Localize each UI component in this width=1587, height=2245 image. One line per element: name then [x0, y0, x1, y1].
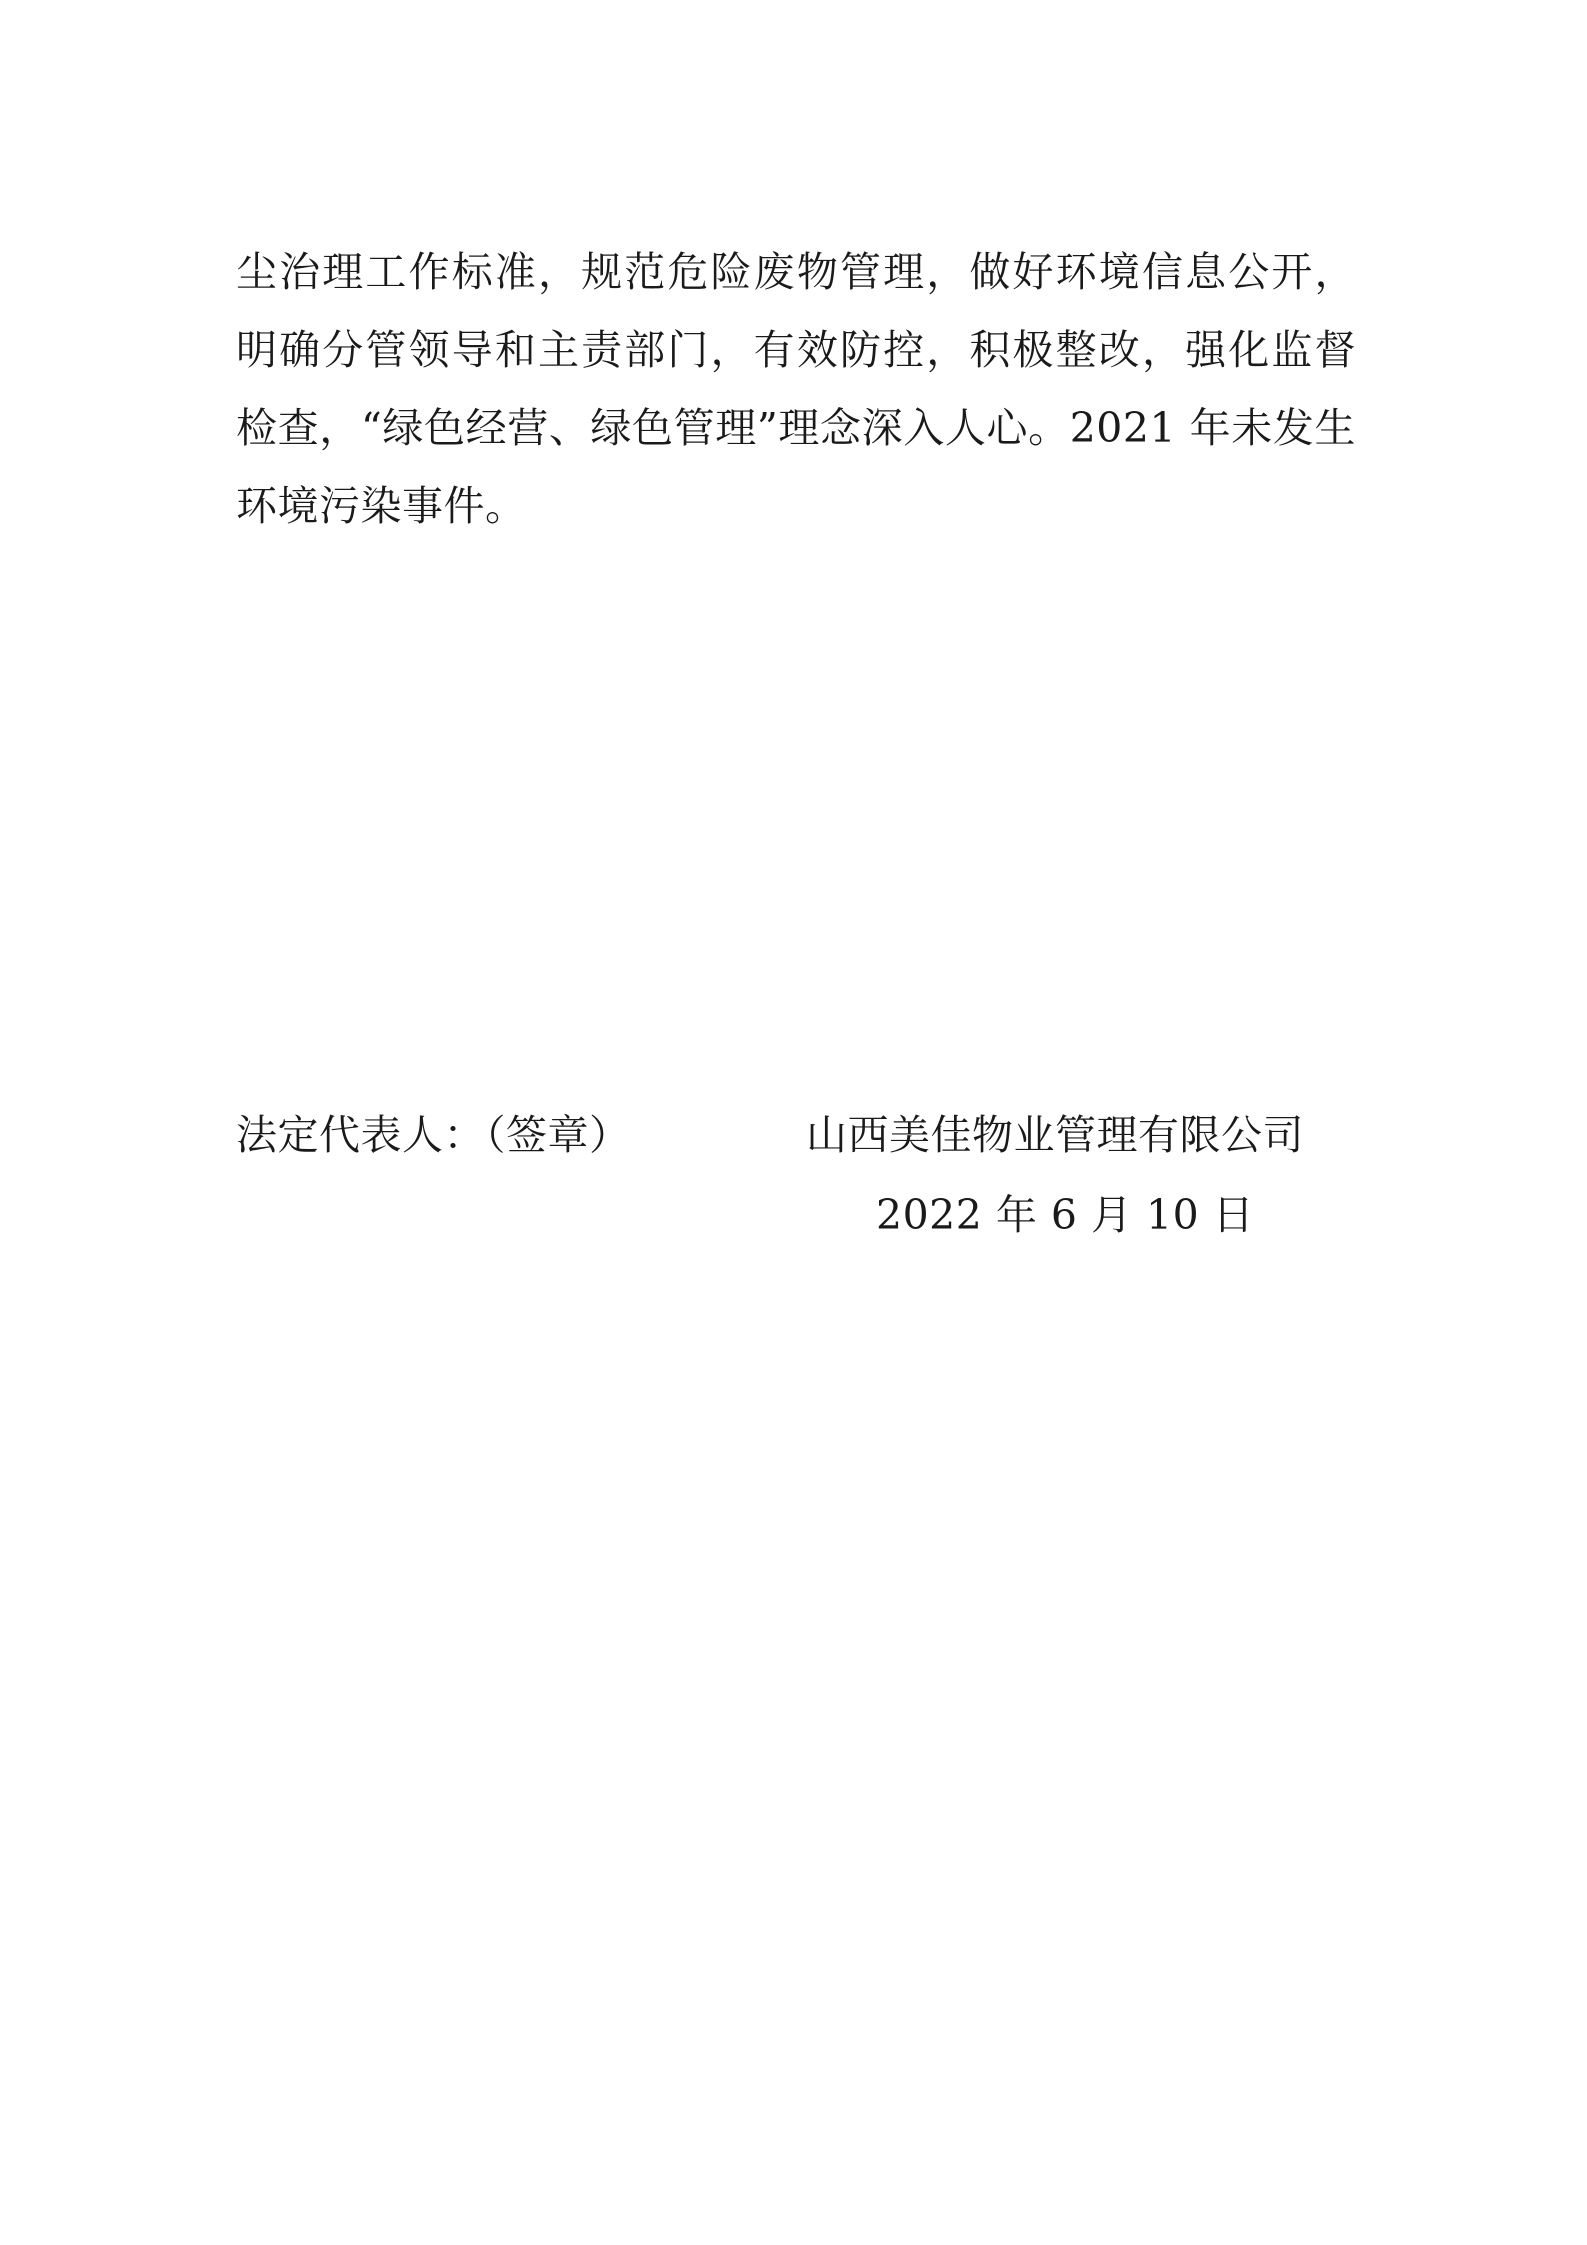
signature-row: [236, 1095, 1356, 1175]
document-body: [236, 192, 1356, 586]
signature-date: 2022 年 6 月 10 日: [876, 1191, 1255, 1239]
signature-section: [236, 1095, 1356, 1255]
date-row: [236, 1175, 1356, 1255]
company-name: 山西美佳物业管理有限公司: [806, 1111, 1304, 1159]
body-paragraph: 尘治理工作标准，规范危险废物管理，做好环境信息公开，明确分管领导和主责部门，有效防控，积极整改，强化监督检查，“绿色经营、绿色管理”理念深入人心。2021 年未发生环境污染事件。: [236, 248, 1356, 530]
legal-representative-label: 法定代表人：（签章）: [236, 1111, 631, 1159]
